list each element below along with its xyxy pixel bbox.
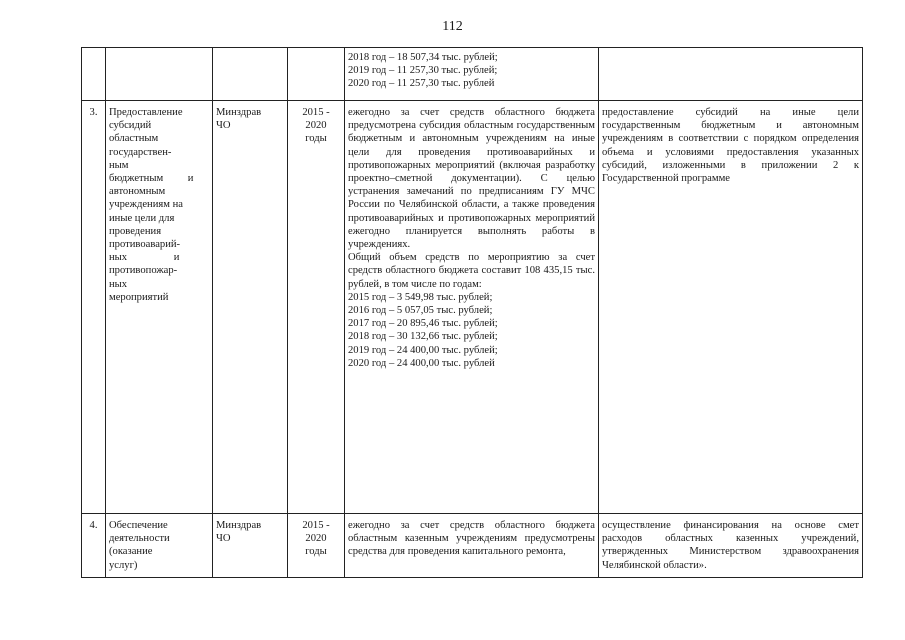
name-line: ных [109, 278, 128, 290]
funding-year-line: 2018 год – 30 132,66 тыс. рублей; [348, 331, 498, 343]
cell-period [288, 101, 345, 514]
cell-measure-name [106, 514, 213, 578]
measures-table [81, 47, 863, 578]
name-line: государствен- [109, 146, 172, 158]
funding-year-line: 2020 год – 11 257,30 тыс. рублей [348, 78, 495, 90]
name-line: деятельности [109, 533, 170, 545]
period-line: 2015 - [302, 520, 330, 531]
period-line: 2020 [305, 533, 327, 545]
name-line: противоаварий- [109, 239, 181, 251]
cell-description: ежегодно за счет средств областного бюджета областным казенным учреждениям предусмотрены средства для проведения капитального ремонта, [345, 514, 599, 578]
funding-year-line: 2019 год – 24 400,00 тыс. рублей; [348, 344, 498, 356]
cell-period [288, 48, 345, 101]
cell-description [345, 101, 599, 514]
description-text: ежегодно за счет средств областного бюджета предусмотрена субсидия областным государственным бюджетным и автономным учреждениям на иные цели для проведения противоаварийных и противопожарных мероприятий (включая разработку проектно–сметной документации). С целью устранения замечаний по предписаниям ГУ МЧС России по Челябинской области, а также проведения противоаварийных и противопожарных мероприятий ежегодно планируется выполнять работы в учреждениях. [348, 107, 595, 251]
executor-line: Минздрав [216, 107, 262, 118]
funding-year-line: 2015 год – 3 549,98 тыс. рублей; [348, 291, 493, 303]
funding-year-line: 2018 год – 18 507,34 тыс. рублей; [348, 52, 498, 63]
name-line: автономным [109, 186, 166, 198]
cell-measure-name [106, 48, 213, 101]
name-line: проведения [109, 225, 162, 237]
name-line: мероприятий [109, 291, 169, 303]
name-line: (оказание [109, 546, 153, 558]
cell-number [82, 48, 106, 101]
funding-year-line: 2017 год – 20 895,46 тыс. рублей; [348, 318, 498, 330]
cell-executor [213, 514, 288, 578]
name-line: субсидий [109, 120, 152, 132]
name-line: областным [109, 133, 159, 145]
period-line: 2015 - [302, 107, 330, 118]
name-line: ным [109, 159, 129, 171]
name-line: ных и [109, 252, 180, 264]
executor-line: ЧО [216, 120, 231, 132]
period-line: 2020 [305, 120, 327, 132]
name-line: Предоставление [109, 107, 183, 118]
cell-result [599, 48, 863, 101]
cell-measure-name [106, 101, 213, 514]
name-line: Обеспечение [109, 520, 168, 531]
executor-line: Минздрав [216, 520, 262, 531]
cell-executor [213, 101, 288, 514]
period-line: годы [305, 133, 327, 145]
name-line: учреждениям на [109, 199, 183, 211]
cell-description [345, 48, 599, 101]
name-line: иные цели для [109, 212, 175, 224]
name-line: услуг) [109, 559, 138, 571]
funding-year-line: 2019 год – 11 257,30 тыс. рублей; [348, 65, 498, 77]
period-line: годы [305, 546, 327, 558]
table-row [82, 101, 863, 514]
name-line: бюджетным и [109, 173, 194, 185]
name-line: противопожар- [109, 265, 178, 277]
cell-result: предоставление субсидий на иные цели государственным бюджетным и автономным учреждениям в соответствии с порядком определения объема и условиями предоставления указанных субсидий, изложенными в приложении 2 к Государственной программе [599, 101, 863, 514]
table-row [82, 514, 863, 578]
table-row-continuation [82, 48, 863, 101]
executor-line: ЧО [216, 533, 231, 545]
cell-number: 3. [82, 101, 106, 514]
cell-result: осуществление финансирования на основе смет расходов областных казенных учреждений, утвержденных Министерством здравоохранения Челябинской области». [599, 514, 863, 578]
cell-number: 4. [82, 514, 106, 578]
page-number: 112 [442, 19, 463, 34]
cell-period [288, 514, 345, 578]
funding-year-line: 2020 год – 24 400,00 тыс. рублей [348, 357, 495, 369]
cell-executor [213, 48, 288, 101]
funding-total-text: Общий объем средств по мероприятию за счет средств областного бюджета составит 108 435,15 тыс. рублей, в том числе по годам: [348, 252, 595, 290]
funding-year-line: 2016 год – 5 057,05 тыс. рублей; [348, 305, 493, 317]
